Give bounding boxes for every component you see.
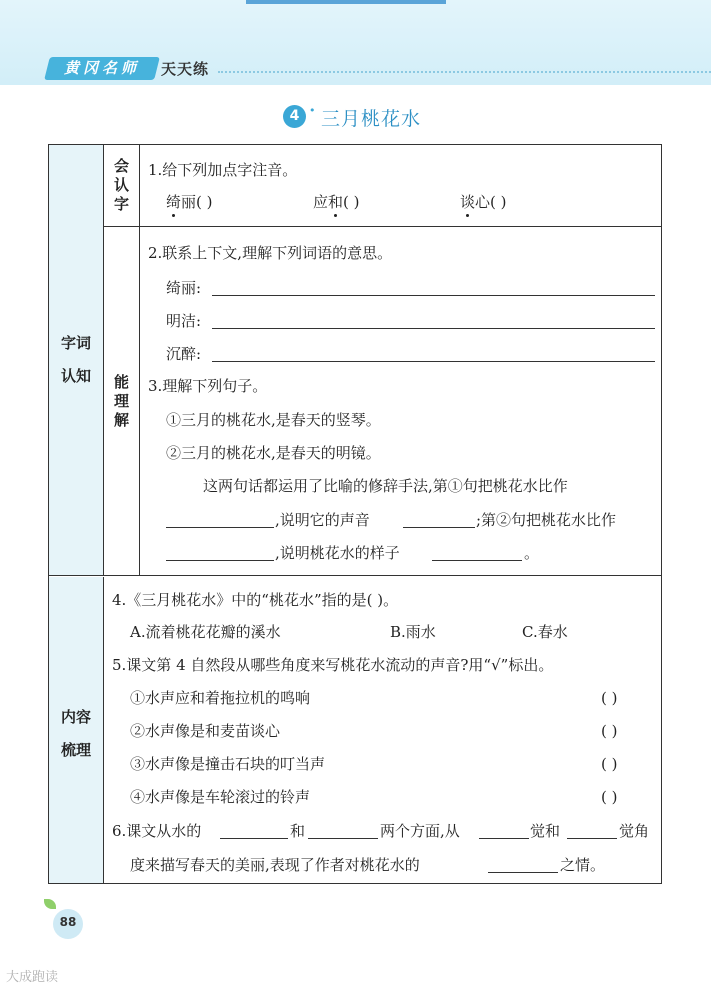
category-label: 内容 xyxy=(60,708,91,726)
q3-text: ;第②句把桃花水比作 xyxy=(476,511,617,529)
q3-text: ,说明桃花水的样子 xyxy=(275,544,400,562)
section-divider xyxy=(49,575,662,576)
subcategory-char: 会 xyxy=(113,157,129,175)
answer-line[interactable] xyxy=(166,527,274,528)
q1-item: 应和( ) xyxy=(313,193,360,211)
leaf-icon xyxy=(44,899,56,909)
q6-text: 觉和 xyxy=(530,822,561,840)
q3-sentence: ②三月的桃花水,是春天的明镜。 xyxy=(166,444,381,462)
q5-item: ③水声像是撞击石块的叮当声 xyxy=(130,755,326,773)
q2-word: 沉醉: xyxy=(166,345,202,363)
lesson-title: 三月桃花水 xyxy=(321,108,422,130)
q6-text: 度来描写春天的美丽,表现了作者对桃花水的 xyxy=(130,856,420,874)
q5-check-bracket[interactable]: ( ) xyxy=(601,689,618,707)
answer-line[interactable] xyxy=(166,560,274,561)
page-number: 88 xyxy=(59,915,77,929)
answer-line[interactable] xyxy=(403,527,475,528)
answer-line[interactable] xyxy=(488,872,558,873)
q4-option[interactable]: C.春水 xyxy=(522,623,568,641)
series-badge xyxy=(44,57,160,80)
q1-prompt: 1.给下列加点字注音。 xyxy=(148,161,298,179)
q6-text: 觉角 xyxy=(619,822,650,840)
answer-line[interactable] xyxy=(479,838,529,839)
answer-line[interactable] xyxy=(432,560,522,561)
lesson-star-icon: • xyxy=(309,104,316,117)
row-divider xyxy=(104,226,662,227)
subcategory-char: 解 xyxy=(113,411,129,429)
q5-item: ①水声应和着拖拉机的鸣响 xyxy=(130,689,311,707)
book-name: 天天练 xyxy=(161,60,210,78)
q3-sentence: ①三月的桃花水,是春天的竖琴。 xyxy=(166,411,381,429)
category-label: 字词 xyxy=(60,334,91,352)
category-label: 认知 xyxy=(60,367,91,385)
q6-text: 之情。 xyxy=(560,856,606,874)
q4-option[interactable]: B.雨水 xyxy=(390,623,436,641)
q2-prompt: 2.联系上下文,理解下列词语的意思。 xyxy=(148,244,393,262)
q3-text: ,说明它的声音 xyxy=(275,511,370,529)
q4-prompt: 4.《三月桃花水》中的“桃花水”指的是( )。 xyxy=(112,591,399,609)
answer-line[interactable] xyxy=(567,838,617,839)
q6-text: 和 xyxy=(290,822,306,840)
q5-item: ④水声像是车轮滚过的铃声 xyxy=(130,788,311,806)
q2-word: 绮丽: xyxy=(166,279,202,297)
q5-check-bracket[interactable]: ( ) xyxy=(601,755,618,773)
q3-prompt: 3.理解下列句子。 xyxy=(148,377,268,395)
category-cell-content xyxy=(49,577,104,883)
category-cell-vocab xyxy=(49,145,104,576)
header-top-bar xyxy=(246,0,446,4)
subcategory-char: 认 xyxy=(113,176,129,194)
q6-text: 两个方面,从 xyxy=(380,822,460,840)
q3-text: 这两句话都运用了比喻的修辞手法,第①句把桃花水比作 xyxy=(203,477,568,495)
q5-item: ②水声像是和麦苗谈心 xyxy=(130,722,281,740)
subcategory-char: 理 xyxy=(113,392,129,410)
q2-word: 明洁: xyxy=(166,312,202,330)
watermark: 大成跑读 xyxy=(6,970,59,985)
q1-item: 绮丽( ) xyxy=(166,193,213,211)
header-dotted-line xyxy=(218,71,711,73)
q5-check-bracket[interactable]: ( ) xyxy=(601,722,618,740)
q5-check-bracket[interactable]: ( ) xyxy=(601,788,618,806)
answer-line[interactable] xyxy=(308,838,378,839)
q5-prompt: 5.课文第 4 自然段从哪些角度来写桃花水流动的声音?用“√”标出。 xyxy=(112,656,554,674)
q3-text: 。 xyxy=(524,544,540,562)
answer-line[interactable] xyxy=(220,838,288,839)
category-label: 梳理 xyxy=(60,741,91,759)
answer-line[interactable] xyxy=(212,295,655,296)
subcategory-column xyxy=(104,145,140,576)
series-name: 黄冈名师 xyxy=(63,59,140,77)
q1-item: 谈心( ) xyxy=(460,193,507,211)
subcategory-char: 字 xyxy=(113,195,129,213)
lesson-number: 4 xyxy=(283,105,306,128)
answer-line[interactable] xyxy=(212,328,655,329)
q4-option[interactable]: A.流着桃花花瓣的溪水 xyxy=(130,623,281,641)
q6-text: 6.课文从水的 xyxy=(112,822,202,840)
subcategory-char: 能 xyxy=(113,373,129,391)
answer-line[interactable] xyxy=(212,361,655,362)
